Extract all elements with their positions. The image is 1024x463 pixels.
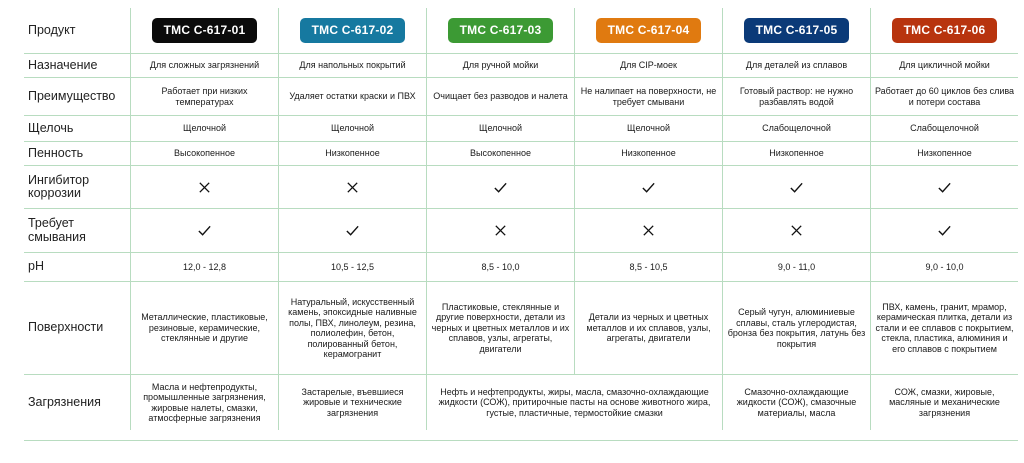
ph-cell: 10,5 - 12,5 (278, 252, 426, 281)
surfaces-cell: Серый чугун, алюминиевые сплавы, сталь углеродистая, бронза без покрытия, латунь без покрытия (722, 281, 870, 374)
foam-cell: Высокопенное (130, 141, 278, 165)
foam-cell: Низкопенное (278, 141, 426, 165)
check-icon (197, 223, 212, 238)
ph-cell: 8,5 - 10,5 (574, 252, 722, 281)
surfaces-cell: Натуральный, искусственный камень, эпоксидные наливные полы, ПВХ, линолеум, резина, полиолефин, бетон, полированный бетон, керамогранит (278, 281, 426, 374)
surfaces-cell: Пластиковые, стеклянные и другие поверхности, детали из черных и цветных металлов и их сплавов, узлы, агрегаты, двигатели (426, 281, 574, 374)
foam-cell: Низкопенное (870, 141, 1018, 165)
product-badge: ТМС С-617-06 (892, 18, 998, 43)
contamination-cell: Масла и нефтепродукты, промышленные загрязнения, жировые налеты, смазки, атмосферные загрязнения (130, 374, 278, 430)
alkali-cell: Щелочной (130, 115, 278, 141)
label-alkali: Щелочь (24, 115, 130, 141)
foam-cell: Низкопенное (722, 141, 870, 165)
product-header-5 (722, 8, 870, 53)
label-product: Продукт (28, 22, 76, 37)
cross-icon (493, 223, 508, 238)
inhibitor-cell (870, 165, 1018, 208)
foam-cell: Высокопенное (426, 141, 574, 165)
cross-icon (789, 223, 804, 238)
alkali-cell: Щелочной (574, 115, 722, 141)
product-badge: ТМС С-617-05 (744, 18, 850, 43)
check-icon (937, 223, 952, 238)
rinse-cell (574, 208, 722, 252)
label-inhibitor: Ингибитор коррозии (24, 165, 130, 208)
contamination-cell-merged: Нефть и нефтепродукты, жиры, масла, смазочно-охлаждающие жидкости (СОЖ), притирочные пасты на основе животного жира, густые, пластичные, термостойкие смазки (426, 374, 722, 430)
rinse-cell (722, 208, 870, 252)
ph-cell: 9,0 - 11,0 (722, 252, 870, 281)
check-icon (493, 180, 508, 195)
cross-icon (197, 180, 212, 195)
rinse-cell (278, 208, 426, 252)
purpose-cell: Для ручной мойки (426, 53, 574, 77)
purpose-cell: Для сложных загрязнений (130, 53, 278, 77)
cross-icon (641, 223, 656, 238)
label-rinse: Требует смывания (24, 208, 130, 252)
check-icon (937, 180, 952, 195)
advantage-cell: Готовый раствор: не нужно разбавлять водой (722, 77, 870, 115)
product-header-4 (574, 8, 722, 53)
purpose-cell: Для цикличной мойки (870, 53, 1018, 77)
foam-cell: Низкопенное (574, 141, 722, 165)
rinse-cell (870, 208, 1018, 252)
check-icon (789, 180, 804, 195)
product-badge: ТМС С-617-04 (596, 18, 702, 43)
cross-icon (345, 180, 360, 195)
comparison-table (24, 8, 1018, 441)
label-purpose: Назначение (24, 53, 130, 77)
label-ph: pH (24, 252, 130, 281)
contamination-cell: Застарелые, въевшиеся жировые и технические загрязнения (278, 374, 426, 430)
product-badge: ТМС С-617-02 (300, 18, 406, 43)
ph-cell: 8,5 - 10,0 (426, 252, 574, 281)
advantage-cell: Работает при низких температурах (130, 77, 278, 115)
label-foam: Пенность (24, 141, 130, 165)
product-header-1 (130, 8, 278, 53)
contamination-cell: Смазочно-охлаждающие жидкости (СОЖ), смазочные материалы, масла (722, 374, 870, 430)
surfaces-cell: Металлические, пластиковые, резиновые, керамические, стеклянные и другие (130, 281, 278, 374)
inhibitor-cell (130, 165, 278, 208)
alkali-cell: Щелочной (426, 115, 574, 141)
alkali-cell: Щелочной (278, 115, 426, 141)
surfaces-cell: Детали из черных и цветных металлов и их сплавов, узлы, агрегаты, двигатели (574, 281, 722, 374)
purpose-cell: Для напольных покрытий (278, 53, 426, 77)
product-header-3 (426, 8, 574, 53)
label-surfaces: Поверхности (24, 281, 130, 374)
advantage-cell: Удаляет остатки краски и ПВХ (278, 77, 426, 115)
surfaces-cell: ПВХ, камень, гранит, мрамор, керамическая плитка, детали из стали и ее сплавов с покрытием, стекла, пластика, алюминия и его сплавов с покрытием (870, 281, 1018, 374)
inhibitor-cell (426, 165, 574, 208)
alkali-cell: Слабощелочной (722, 115, 870, 141)
purpose-cell: Для деталей из сплавов (722, 53, 870, 77)
alkali-cell: Слабощелочной (870, 115, 1018, 141)
rinse-cell (130, 208, 278, 252)
product-header-6 (870, 8, 1018, 53)
label-contamination: Загрязнения (24, 374, 130, 430)
product-badge: ТМС С-617-01 (152, 18, 258, 43)
ph-cell: 12,0 - 12,8 (130, 252, 278, 281)
rinse-cell (426, 208, 574, 252)
advantage-cell: Очищает без разводов и налета (426, 77, 574, 115)
inhibitor-cell (278, 165, 426, 208)
product-badge: ТМС С-617-03 (448, 18, 554, 43)
product-header-2 (278, 8, 426, 53)
advantage-cell: Не налипает на поверхности, не требует смывани (574, 77, 722, 115)
ph-cell: 9,0 - 10,0 (870, 252, 1018, 281)
label-advantage: Преимущество (24, 77, 130, 115)
purpose-cell: Для CIP-моек (574, 53, 722, 77)
contamination-cell: СОЖ, смазки, жировые, масляные и механические загрязнения (870, 374, 1018, 430)
inhibitor-cell (722, 165, 870, 208)
check-icon (641, 180, 656, 195)
check-icon (345, 223, 360, 238)
inhibitor-cell (574, 165, 722, 208)
advantage-cell: Работает до 60 циклов без слива и потери состава (870, 77, 1018, 115)
